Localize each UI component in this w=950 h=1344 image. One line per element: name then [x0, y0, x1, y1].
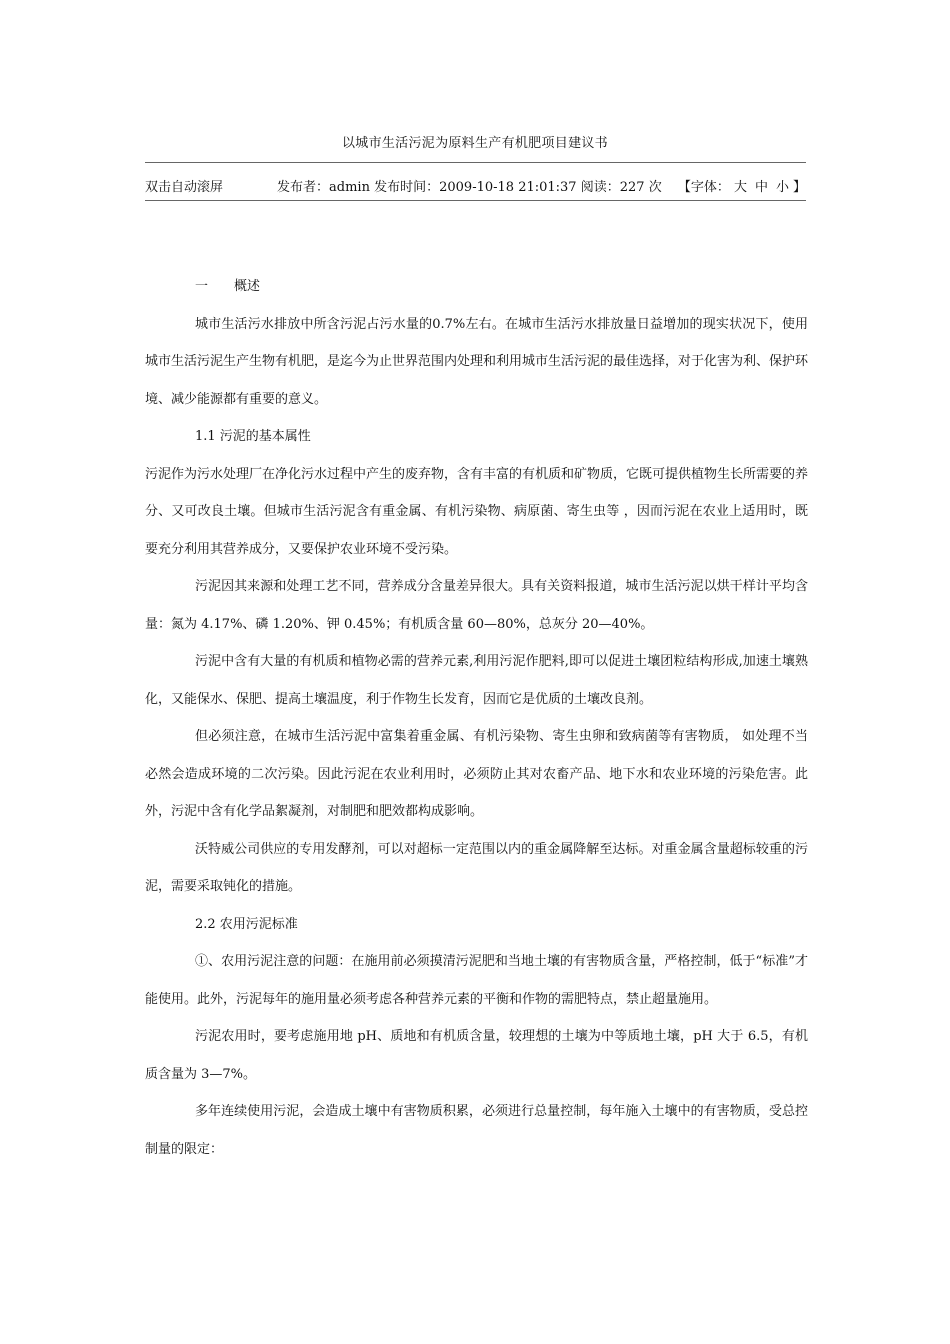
font-size-selector — [678, 176, 806, 195]
font-size-small-link[interactable]: 小 — [775, 180, 789, 195]
font-selector-open: 【字体： — [677, 180, 730, 195]
section-heading-overview: 一 概述 — [195, 279, 261, 294]
paragraph: 污泥作为污水处理厂在净化污水过程中产生的废弃物，含有丰富的有机质和矿物质，它既可提供植物生长所需要的养分、又可改良土壤。但城市生活污泥含有重金属、有机污染物、病原菌、寄生虫等 ，因而污泥在农业上适用时，既要充分利用其营养成分，又要保护农业环境不受污染。 — [145, 466, 809, 557]
article-title: 以城市生活污泥为原料生产有机肥项目建议书 — [341, 136, 608, 151]
paragraph: 但必须注意，在城市生活污泥中富集着重金属、有机污染物、寄生虫卵和致病菌等有害物质， 如处理不当必然会造成环境的二次污染。因此污泥在农业利用时，必须防止其对农畜产品、地下水和农业环境的污染危害。此外，污泥中含有化学品絮凝剂，对制肥和肥效都构成影响。 — [145, 729, 808, 819]
paragraph: 城市生活污水排放中所含污泥占污水量的0.7%左右。在城市生活污水排放量日益增加的现实状况下，使用城市生活污泥生产生物有机肥，是迄今为止世界范围内处理和利用城市生活污泥的最佳选择，对于化害为利、保护环境、减少能源都有重要的意义。 — [145, 316, 809, 407]
publisher-label: 发布者： — [277, 180, 330, 195]
paragraph: 污泥因其来源和处理工艺不同，营养成分含量差异很大。具有关资料报道，城市生活污泥以烘干样计平均含量：氮为 4.17%、磷 1.20%、钾 0.45%；有机质含量 60—80%，总灰分 20—40%。 — [145, 579, 808, 632]
publish-time: 2009-10-18 21:01:37 — [439, 180, 577, 195]
paragraph: ①、农用污泥注意的问题：在施用前必须摸清污泥肥和当地土壤的有害物质含量，严格控制，低于“标准”才能使用。此外，污泥每年的施用量必须考虑各种营养元素的平衡和作物的需肥特点，禁止超量施用。 — [145, 954, 808, 1007]
font-size-large-link[interactable]: 大 — [733, 180, 747, 195]
paragraph: 沃特威公司供应的专用发酵剂，可以对超标一定范围以内的重金属降解至达标。对重金属含量超标较重的污泥，需要采取钝化的措施。 — [145, 841, 808, 894]
font-selector-close: 】 — [792, 180, 806, 195]
publisher-name: admin — [329, 180, 370, 195]
paragraph: 污泥中含有大量的有机质和植物必需的营养元素,利用污泥作肥料,即可以促进土壤团粒结构形成,加速土壤熟化，又能保水、保肥、提高土壤温度，利于作物生长发育，因而它是优质的土壤改良剂。 — [145, 654, 808, 707]
subsection-heading-sludge-properties: 1.1 污泥的基本属性 — [195, 429, 311, 444]
read-count-unit: 次 — [648, 180, 662, 195]
auto-scroll-hint[interactable]: 双击自动滚屏 — [145, 180, 224, 195]
read-count-label: 阅读： — [580, 180, 620, 195]
paragraph: 污泥农用时，要考虑施用地 pH、质地和有机质含量，较理想的土壤为中等质地土壤，pH 大于 6.5，有机质含量为 3—7%。 — [145, 1029, 808, 1082]
header-divider-top — [145, 162, 806, 163]
article-body — [145, 268, 808, 1168]
subsection-heading-agricultural-standard: 2.2 农用污泥标准 — [195, 916, 298, 932]
header-divider-bottom — [145, 200, 806, 201]
paragraph: 多年连续使用污泥，会造成土壤中有害物质积累，必须进行总量控制，每年施入土壤中的有害物质，受总控制量的限定： — [145, 1104, 808, 1157]
publish-info — [277, 176, 662, 195]
font-size-medium-link[interactable]: 中 — [754, 180, 768, 195]
publish-time-label: 发布时间： — [374, 180, 440, 195]
read-count: 227 — [619, 180, 645, 195]
